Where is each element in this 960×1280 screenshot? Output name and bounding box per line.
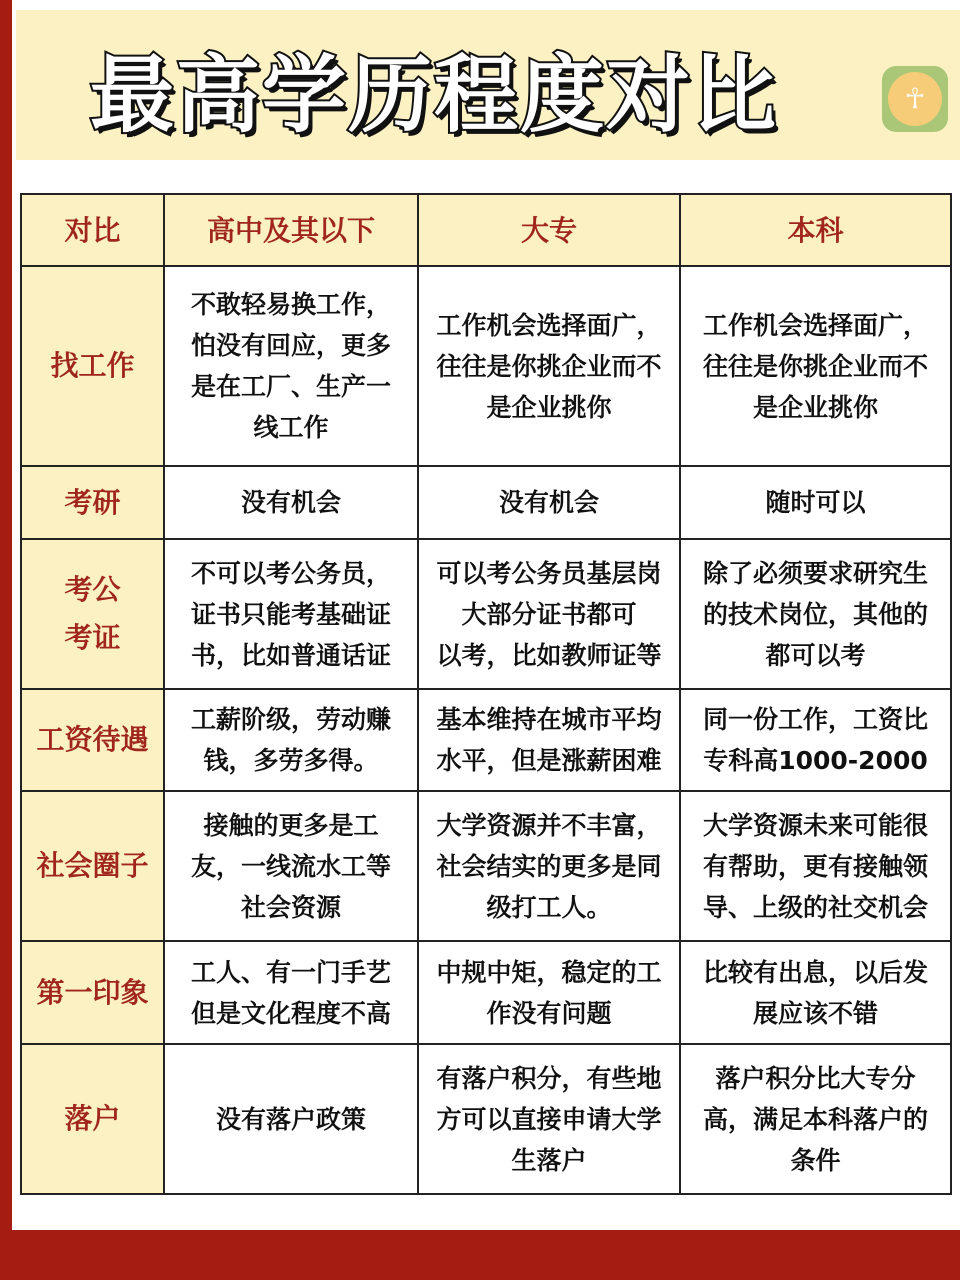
table-cell: 随时可以: [680, 466, 951, 539]
table-cell: 中规中矩，稳定的工 作没有问题: [418, 941, 680, 1044]
table-cell: 工作机会选择面广， 往往是你挑企业而不 是企业挑你: [680, 266, 951, 466]
table-cell: 不敢轻易换工作， 怕没有回应，更多 是在工厂、生产一 线工作: [164, 266, 418, 466]
table-row: [21, 266, 951, 466]
table-row: [21, 539, 951, 689]
table-row: [21, 466, 951, 539]
table-cell: 除了必须要求研究生 的技术岗位，其他的 都可以考: [680, 539, 951, 689]
table-cell: 工薪阶级，劳动赚 钱，多劳多得。: [164, 689, 418, 791]
column-header: 对比: [21, 194, 164, 266]
column-header: 本科: [680, 194, 951, 266]
table-cell: 大学资源未来可能很 有帮助，更有接触领 导、上级的社交机会: [680, 791, 951, 941]
table-row: [21, 1044, 951, 1194]
table-row: [21, 791, 951, 941]
table-cell: 没有机会: [418, 466, 680, 539]
floating-accessibility-button[interactable]: [882, 66, 948, 132]
table-row: [21, 689, 951, 791]
row-header: 考公 考证: [21, 539, 164, 689]
accessibility-icon: ☥: [888, 72, 942, 126]
page-title: 最高学历程度对比: [90, 46, 779, 144]
table-cell: 可以考公务员基层岗 大部分证书都可 以考，比如教师证等: [418, 539, 680, 689]
comparison-table: [20, 193, 952, 1195]
table-cell: 比较有出息，以后发 展应该不错: [680, 941, 951, 1044]
row-header: 第一印象: [21, 941, 164, 1044]
table-row: [21, 941, 951, 1044]
table-cell: 同一份工作，工资比 专科高1000-2000: [680, 689, 951, 791]
row-header: 考研: [21, 466, 164, 539]
table-cell: 不可以考公务员， 证书只能考基础证 书，比如普通话证: [164, 539, 418, 689]
table-cell: 工作机会选择面广， 往往是你挑企业而不 是企业挑你: [418, 266, 680, 466]
row-header: 工资待遇: [21, 689, 164, 791]
table-cell: 落户积分比大专分 高，满足本科落户的 条件: [680, 1044, 951, 1194]
table-cell: 有落户积分，有些地 方可以直接申请大学 生落户: [418, 1044, 680, 1194]
table-cell: 大学资源并不丰富， 社会结实的更多是同 级打工人。: [418, 791, 680, 941]
column-header: 大专: [418, 194, 680, 266]
table-cell: 没有机会: [164, 466, 418, 539]
row-header: 社会圈子: [21, 791, 164, 941]
column-header: 高中及其以下: [164, 194, 418, 266]
table-header-row: [21, 194, 951, 266]
table-cell: 接触的更多是工 友，一线流水工等 社会资源: [164, 791, 418, 941]
row-header: 落户: [21, 1044, 164, 1194]
table-cell: 没有落户政策: [164, 1044, 418, 1194]
table-cell: 基本维持在城市平均 水平，但是涨薪困难: [418, 689, 680, 791]
row-header: 找工作: [21, 266, 164, 466]
table-cell: 工人、有一门手艺 但是文化程度不高: [164, 941, 418, 1044]
